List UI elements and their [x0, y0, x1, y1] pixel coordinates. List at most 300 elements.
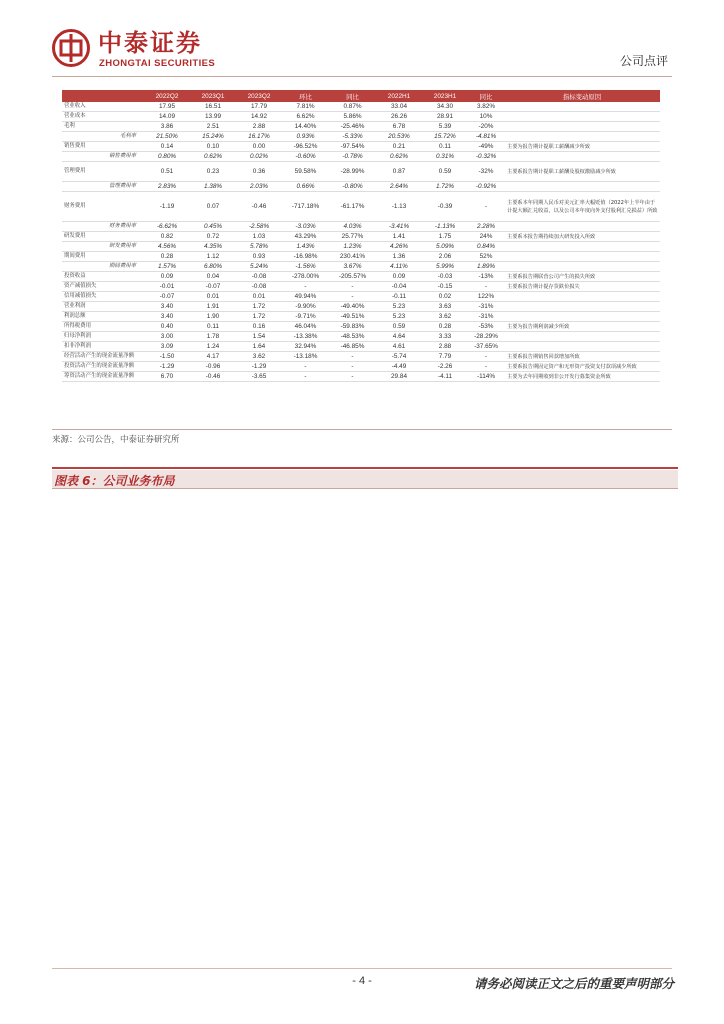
financial-table-container	[62, 90, 660, 382]
row-label: 投资活动产生的现金流量净额	[62, 362, 144, 372]
table-cell: 2.88	[236, 122, 282, 132]
change-reason	[504, 332, 660, 342]
change-reason	[504, 342, 660, 352]
table-cell: 4.17	[190, 352, 236, 362]
table-cell: 17.79	[236, 102, 282, 112]
table-cell: -13.38%	[282, 332, 329, 342]
row-label: 期间费用率	[62, 262, 144, 272]
table-cell: 0.28	[422, 322, 468, 332]
table-cell: 14.40%	[282, 122, 329, 132]
footer-divider	[52, 968, 672, 969]
table-cell: -5.33%	[329, 132, 376, 142]
table-cell: -0.11	[376, 292, 422, 302]
column-header: 2023H1	[422, 90, 468, 102]
change-reason	[504, 152, 660, 162]
table-cell: 1.75	[422, 232, 468, 242]
table-cell: -1.29	[144, 362, 190, 372]
table-cell: 0.59	[376, 322, 422, 332]
change-reason: 主要系报告期联营公司产生的损失所致	[504, 272, 660, 282]
table-cell: 26.26	[376, 112, 422, 122]
table-cell: 3.09	[144, 342, 190, 352]
table-cell: 1.12	[190, 252, 236, 262]
table-cell: 28.91	[422, 112, 468, 122]
table-cell: 16.51	[190, 102, 236, 112]
table-cell: 122%	[468, 292, 504, 302]
table-cell: 1.72	[236, 312, 282, 322]
column-header: 同比	[329, 90, 376, 102]
table-cell: -	[468, 192, 504, 222]
table-cell: -4.11	[422, 372, 468, 382]
table-cell: -49.40%	[329, 302, 376, 312]
table-cell: 0.31%	[422, 152, 468, 162]
table-cell: -0.15	[422, 282, 468, 292]
table-cell: 0.04	[190, 272, 236, 282]
change-reason	[504, 302, 660, 312]
table-cell: -9.71%	[282, 312, 329, 322]
table-cell: 0.21	[376, 142, 422, 152]
table-cell: 13.99	[190, 112, 236, 122]
row-label: 销售费用	[62, 142, 144, 152]
table-cell: 14.09	[144, 112, 190, 122]
row-label: 营业利润	[62, 302, 144, 312]
row-label: 营业收入	[62, 102, 144, 112]
table-cell: 0.51	[144, 162, 190, 182]
table-row	[62, 222, 660, 232]
table-cell: 0.62%	[376, 152, 422, 162]
table-cell: 49.94%	[282, 292, 329, 302]
table-cell: -5.74	[376, 352, 422, 362]
table-cell: 5.09%	[422, 242, 468, 252]
table-cell: -0.07	[190, 282, 236, 292]
table-cell: -	[329, 362, 376, 372]
change-reason: 主要系报告期计提职工薪酬及股权激励减少所致	[504, 162, 660, 182]
table-cell: -1.19	[144, 192, 190, 222]
zhongtai-logo-icon	[52, 29, 90, 67]
table-cell: -0.46	[190, 372, 236, 382]
table-cell: 6.80%	[190, 262, 236, 272]
table-cell: -31%	[468, 312, 504, 322]
table-cell: 5.23	[376, 312, 422, 322]
row-label: 管理费用率	[62, 182, 144, 192]
table-cell: 2.51	[190, 122, 236, 132]
change-reason	[504, 132, 660, 142]
table-cell: 5.99%	[422, 262, 468, 272]
table-cell: -205.57%	[329, 272, 376, 282]
table-cell: 1.57%	[144, 262, 190, 272]
table-cell: 2.28%	[468, 222, 504, 232]
table-cell: -	[329, 282, 376, 292]
table-cell: -0.39	[422, 192, 468, 222]
table-cell: 3.00	[144, 332, 190, 342]
table-cell: 230.41%	[329, 252, 376, 262]
table-cell: 0.87	[376, 162, 422, 182]
table-cell: -0.08	[236, 282, 282, 292]
column-header: 2023Q1	[190, 90, 236, 102]
row-label: 归母净利润	[62, 332, 144, 342]
change-reason: 主要系报告期固定资产和无形资产投资支付款项减少所致	[504, 362, 660, 372]
row-label: 营业成本	[62, 112, 144, 122]
table-cell: -61.17%	[329, 192, 376, 222]
table-cell: 17.95	[144, 102, 190, 112]
table-cell: -28.99%	[329, 162, 376, 182]
table-cell: 5.86%	[329, 112, 376, 122]
table-cell: 3.40	[144, 302, 190, 312]
header-divider	[52, 76, 672, 77]
table-cell: -49.51%	[329, 312, 376, 322]
table-cell: 5.23	[376, 302, 422, 312]
change-reason	[504, 252, 660, 262]
change-reason: 主要为报告期利润减少所致	[504, 322, 660, 332]
table-cell: -46.85%	[329, 342, 376, 352]
table-cell: 0.01	[236, 292, 282, 302]
table-cell: 0.72	[190, 232, 236, 242]
table-cell: -32%	[468, 162, 504, 182]
table-cell: 14.92	[236, 112, 282, 122]
table-row	[62, 112, 660, 122]
table-cell: 4.56%	[144, 242, 190, 252]
table-row	[62, 322, 660, 332]
table-cell: 3.82%	[468, 102, 504, 112]
table-row	[62, 252, 660, 262]
table-cell: -13.18%	[282, 352, 329, 362]
table-row	[62, 232, 660, 242]
table-cell: -0.07	[144, 292, 190, 302]
table-cell: -	[282, 372, 329, 382]
table-cell: -0.01	[144, 282, 190, 292]
table-cell: 25.77%	[329, 232, 376, 242]
source-note: 来源：公司公告，中泰证券研究所	[52, 435, 180, 445]
table-cell: 0.11	[190, 322, 236, 332]
table-cell: 0.36	[236, 162, 282, 182]
change-reason	[504, 102, 660, 112]
source-divider	[52, 429, 672, 430]
table-cell: -717.18%	[282, 192, 329, 222]
table-cell: -0.32%	[468, 152, 504, 162]
table-row	[62, 122, 660, 132]
row-label: 研发费用	[62, 232, 144, 242]
figure-bottom-rule	[52, 488, 678, 489]
table-cell: 6.78	[376, 122, 422, 132]
table-cell: 0.02	[422, 292, 468, 302]
table-row	[62, 362, 660, 372]
change-reason: 主要系报告期销售回款增加所致	[504, 352, 660, 362]
change-reason	[504, 222, 660, 232]
table-row	[62, 312, 660, 322]
table-cell: 0.09	[144, 272, 190, 282]
table-cell: 0.84%	[468, 242, 504, 252]
table-row	[62, 182, 660, 192]
table-cell: 3.67%	[329, 262, 376, 272]
table-cell: 0.00	[236, 142, 282, 152]
table-cell: -13%	[468, 272, 504, 282]
table-cell: 0.16	[236, 322, 282, 332]
table-row	[62, 302, 660, 312]
table-cell: 29.84	[376, 372, 422, 382]
table-cell: 0.23	[190, 162, 236, 182]
table-cell: 0.59	[422, 162, 468, 182]
row-label: 扣非净利润	[62, 342, 144, 352]
change-reason	[504, 242, 660, 252]
table-cell: 1.89%	[468, 262, 504, 272]
table-cell: 1.38%	[190, 182, 236, 192]
table-cell: -	[468, 352, 504, 362]
row-label: 筹资活动产生的现金流量净额	[62, 372, 144, 382]
table-cell: -20%	[468, 122, 504, 132]
change-reason: 主要系本报告期持续加大研发投入所致	[504, 232, 660, 242]
table-cell: -	[468, 282, 504, 292]
table-cell: 0.10	[190, 142, 236, 152]
column-header: 环比	[282, 90, 329, 102]
row-label: 研发费用率	[62, 242, 144, 252]
table-cell: -1.56%	[282, 262, 329, 272]
table-cell: -114%	[468, 372, 504, 382]
table-cell: -53%	[468, 322, 504, 332]
row-label: 利润总额	[62, 312, 144, 322]
table-cell: 6.62%	[282, 112, 329, 122]
change-reason: 主要为报告期计提职工薪酬减少所致	[504, 142, 660, 152]
change-reason	[504, 122, 660, 132]
table-cell: 1.72%	[422, 182, 468, 192]
table-cell: -6.62%	[144, 222, 190, 232]
table-cell: 0.40	[144, 322, 190, 332]
table-cell: 20.53%	[376, 132, 422, 142]
table-cell: 1.24	[190, 342, 236, 352]
table-cell: -0.60%	[282, 152, 329, 162]
table-cell: 4.64	[376, 332, 422, 342]
table-cell: 1.54	[236, 332, 282, 342]
table-row	[62, 292, 660, 302]
column-header: 2022Q2	[144, 90, 190, 102]
table-cell: 0.11	[422, 142, 468, 152]
table-cell: 1.64	[236, 342, 282, 352]
table-cell: 0.09	[376, 272, 422, 282]
table-cell: -0.04	[376, 282, 422, 292]
table-cell: 6.70	[144, 372, 190, 382]
table-body	[62, 102, 660, 382]
table-cell: -97.54%	[329, 142, 376, 152]
table-cell: 3.63	[422, 302, 468, 312]
column-header: 2023Q2	[236, 90, 282, 102]
table-row	[62, 192, 660, 222]
table-cell: 4.03%	[329, 222, 376, 232]
change-reason	[504, 112, 660, 122]
table-cell: -2.58%	[236, 222, 282, 232]
table-cell: 0.93	[236, 252, 282, 262]
table-cell: 3.62	[422, 312, 468, 322]
table-cell: -0.96	[190, 362, 236, 372]
table-cell: -96.52%	[282, 142, 329, 152]
table-cell: 3.33	[422, 332, 468, 342]
table-cell: 0.82	[144, 232, 190, 242]
table-cell: 1.36	[376, 252, 422, 262]
table-cell: 0.87%	[329, 102, 376, 112]
change-reason: 主要系报告期计提存货跌价损失	[504, 282, 660, 292]
table-cell: 16.17%	[236, 132, 282, 142]
row-label: 财务费用	[62, 192, 144, 222]
table-row	[62, 142, 660, 152]
table-cell: -59.83%	[329, 322, 376, 332]
table-cell: -9.90%	[282, 302, 329, 312]
table-row	[62, 352, 660, 362]
table-cell: 1.23%	[329, 242, 376, 252]
table-cell: -1.13%	[422, 222, 468, 232]
table-row	[62, 372, 660, 382]
table-row	[62, 132, 660, 142]
table-cell: -0.46	[236, 192, 282, 222]
table-cell: -4.49	[376, 362, 422, 372]
table-cell: 5.39	[422, 122, 468, 132]
disclaimer-text: 请务必阅读正文之后的重要声明部分	[473, 976, 674, 991]
table-cell: 0.01	[190, 292, 236, 302]
table-cell: -	[329, 352, 376, 362]
table-cell: -0.03	[422, 272, 468, 282]
row-label: 毛利	[62, 122, 144, 132]
table-cell: -	[329, 372, 376, 382]
row-label: 资产减值损失	[62, 282, 144, 292]
row-label: 销售费用率	[62, 152, 144, 162]
table-row	[62, 332, 660, 342]
change-reason: 主要为去年同期收到非公开发行募集资金所致	[504, 372, 660, 382]
table-cell: -16.98%	[282, 252, 329, 262]
table-cell: 0.02%	[236, 152, 282, 162]
table-cell: -2.26	[422, 362, 468, 372]
column-header: 同比	[468, 90, 504, 102]
table-cell: 1.90	[190, 312, 236, 322]
table-cell: 7.79	[422, 352, 468, 362]
table-cell: 1.41	[376, 232, 422, 242]
table-cell: 2.03%	[236, 182, 282, 192]
table-cell: -0.08	[236, 272, 282, 282]
column-header: 2022H1	[376, 90, 422, 102]
table-cell: 2.88	[422, 342, 468, 352]
table-cell: 0.93%	[282, 132, 329, 142]
table-cell: -37.65%	[468, 342, 504, 352]
table-cell: -3.03%	[282, 222, 329, 232]
table-cell: 5.78%	[236, 242, 282, 252]
table-header-row	[62, 90, 660, 102]
table-cell: -31%	[468, 302, 504, 312]
table-row	[62, 342, 660, 352]
table-cell: 1.43%	[282, 242, 329, 252]
table-cell: 0.66%	[282, 182, 329, 192]
table-cell: 3.40	[144, 312, 190, 322]
report-type-label: 公司点评	[619, 54, 668, 68]
table-cell: -25.46%	[329, 122, 376, 132]
table-cell: 4.11%	[376, 262, 422, 272]
table-cell: -4.81%	[468, 132, 504, 142]
row-label: 管理费用	[62, 162, 144, 182]
table-cell: 4.61	[376, 342, 422, 352]
table-cell: 5.24%	[236, 262, 282, 272]
table-cell: 2.06	[422, 252, 468, 262]
row-label: 经营活动产生的现金流量净额	[62, 352, 144, 362]
table-cell: 43.29%	[282, 232, 329, 242]
table-cell: 2.64%	[376, 182, 422, 192]
change-reason	[504, 292, 660, 302]
table-cell: 4.35%	[190, 242, 236, 252]
change-reason	[504, 182, 660, 192]
table-row	[62, 152, 660, 162]
row-label: 投资收益	[62, 272, 144, 282]
table-cell: 1.91	[190, 302, 236, 312]
table-row	[62, 262, 660, 272]
table-row	[62, 102, 660, 112]
table-cell: 0.45%	[190, 222, 236, 232]
column-header: 指标变动原因	[504, 90, 660, 102]
table-cell: 15.24%	[190, 132, 236, 142]
table-cell: -	[282, 362, 329, 372]
table-cell: 46.04%	[282, 322, 329, 332]
table-cell: 15.72%	[422, 132, 468, 142]
page-header	[0, 0, 724, 80]
table-cell: -3.65	[236, 372, 282, 382]
table-cell: 10%	[468, 112, 504, 122]
change-reason	[504, 262, 660, 272]
table-cell: 0.28	[144, 252, 190, 262]
table-cell: 3.86	[144, 122, 190, 132]
table-cell: -0.80%	[329, 182, 376, 192]
table-cell: -0.78%	[329, 152, 376, 162]
table-cell: -48.53%	[329, 332, 376, 342]
table-cell: 21.50%	[144, 132, 190, 142]
financial-table	[62, 90, 660, 382]
table-cell: 24%	[468, 232, 504, 242]
table-cell: -49%	[468, 142, 504, 152]
figure-title: 图表 6：公司业务布局	[54, 474, 175, 488]
table-cell: 1.03	[236, 232, 282, 242]
table-row	[62, 242, 660, 252]
figure-top-rule	[52, 467, 678, 469]
row-label: 所得税费用	[62, 322, 144, 332]
table-cell: -	[282, 282, 329, 292]
table-cell: -	[329, 292, 376, 302]
column-header	[62, 90, 144, 102]
table-cell: -3.41%	[376, 222, 422, 232]
table-cell: 0.14	[144, 142, 190, 152]
table-cell: -1.13	[376, 192, 422, 222]
table-cell: 32.94%	[282, 342, 329, 352]
table-cell: 0.80%	[144, 152, 190, 162]
table-cell: 34.30	[422, 102, 468, 112]
table-row	[62, 282, 660, 292]
table-cell: 52%	[468, 252, 504, 262]
table-cell: 0.07	[190, 192, 236, 222]
table-cell: 1.72	[236, 302, 282, 312]
table-cell: 3.62	[236, 352, 282, 362]
table-cell: -1.50	[144, 352, 190, 362]
table-cell: -0.92%	[468, 182, 504, 192]
table-cell: -28.29%	[468, 332, 504, 342]
table-row	[62, 272, 660, 282]
row-label: 毛利率	[62, 132, 144, 142]
table-row	[62, 162, 660, 182]
table-cell: 33.04	[376, 102, 422, 112]
change-reason	[504, 312, 660, 322]
table-cell: 7.81%	[282, 102, 329, 112]
table-cell: 1.78	[190, 332, 236, 342]
table-cell: 0.62%	[190, 152, 236, 162]
change-reason: 主要系本年同期人民币对美元汇率大幅贬值（2022年上半年由于计提大额汇兑收益，以及公司本年度向外支付股利汇兑损益）所致	[504, 192, 660, 222]
table-cell: -	[468, 362, 504, 372]
table-cell: 2.83%	[144, 182, 190, 192]
logo-text-en: ZHONGTAI SECURITIES	[99, 58, 216, 69]
row-label: 财务费用率	[62, 222, 144, 232]
row-label: 期间费用	[62, 252, 144, 262]
table-cell: -278.00%	[282, 272, 329, 282]
logo-text-cn: 中泰证券	[98, 29, 202, 57]
row-label: 信用减值损失	[62, 292, 144, 302]
table-cell: 4.26%	[376, 242, 422, 252]
